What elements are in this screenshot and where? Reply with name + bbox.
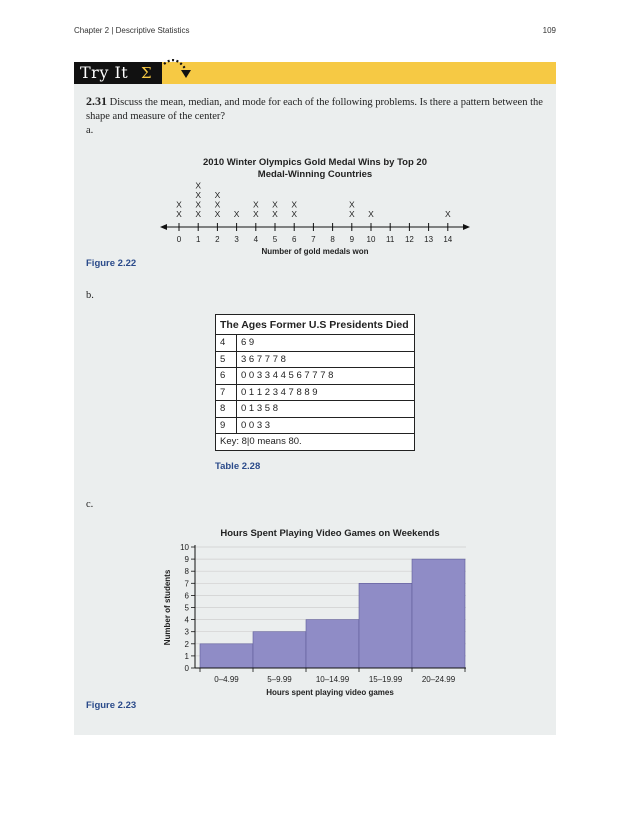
dot-marker: X bbox=[252, 209, 259, 219]
y-tick-label: 3 bbox=[184, 627, 189, 637]
dot-marker: X bbox=[195, 199, 202, 210]
dot-plot-title bbox=[185, 157, 445, 181]
dot-marker: X bbox=[348, 209, 355, 219]
dot-marker: X bbox=[291, 209, 298, 219]
part-c-label: c. bbox=[86, 499, 94, 510]
x-tick-label: 10–14.99 bbox=[315, 675, 350, 684]
table-row bbox=[216, 351, 415, 368]
tick-label: 11 bbox=[386, 235, 395, 244]
histogram-bar bbox=[359, 583, 412, 668]
tick-label: 13 bbox=[424, 235, 434, 244]
y-tick-label: 8 bbox=[184, 567, 189, 577]
curved-arrow-icon bbox=[160, 56, 194, 84]
histogram bbox=[150, 540, 480, 700]
leaves-cell: 3 6 7 7 7 8 bbox=[237, 351, 415, 368]
table-row bbox=[216, 401, 415, 418]
tick-label: 0 bbox=[176, 235, 182, 244]
tick-label: 12 bbox=[404, 235, 414, 244]
y-tick-label: 0 bbox=[184, 664, 189, 673]
dot-marker: X bbox=[444, 209, 451, 219]
x-tick-label: 15–19.99 bbox=[368, 675, 403, 684]
histogram-bar bbox=[253, 632, 306, 668]
stem-cell: 5 bbox=[216, 351, 237, 368]
histogram-bar bbox=[306, 620, 359, 668]
dot-marker: X bbox=[214, 209, 221, 219]
y-axis-label: Number of students bbox=[163, 569, 172, 646]
tick-label: 10 bbox=[366, 235, 376, 244]
tick-label: 8 bbox=[330, 235, 335, 244]
table-key: Key: 8|0 means 80. bbox=[216, 434, 415, 451]
try-it-label: Try It bbox=[80, 63, 129, 82]
stem-cell: 7 bbox=[216, 384, 237, 401]
y-tick-label: 4 bbox=[184, 615, 189, 625]
y-tick-label: 7 bbox=[184, 579, 189, 589]
x-tick-label: 20–24.99 bbox=[421, 675, 456, 684]
dot-marker: X bbox=[368, 209, 374, 219]
tick-label: 2 bbox=[215, 235, 220, 244]
dot-marker: X bbox=[214, 190, 221, 200]
stem-cell: 9 bbox=[216, 417, 237, 434]
table-row bbox=[216, 368, 415, 385]
table-2-28-caption: Table 2.28 bbox=[215, 461, 261, 472]
stem-cell: 6 bbox=[216, 368, 237, 385]
stem-cell: 4 bbox=[216, 335, 237, 352]
histogram-bar bbox=[200, 644, 253, 668]
dot-marker: X bbox=[272, 209, 278, 219]
dot-marker: X bbox=[195, 180, 202, 191]
figure-2-22-caption: Figure 2.22 bbox=[86, 258, 137, 269]
tick-label: 9 bbox=[349, 235, 355, 244]
dot-marker: X bbox=[272, 199, 278, 210]
tick-label: 3 bbox=[234, 235, 239, 244]
x-tick-label: 5–9.99 bbox=[267, 675, 292, 684]
part-b-label: b. bbox=[86, 290, 94, 301]
tick-label: 7 bbox=[311, 235, 316, 244]
histogram-bar bbox=[412, 559, 465, 668]
tick-label: 1 bbox=[195, 235, 201, 244]
sigma-icon: Σ bbox=[141, 64, 152, 82]
table-row bbox=[216, 335, 415, 352]
dot-marker: X bbox=[214, 199, 221, 210]
tick-label: 6 bbox=[291, 235, 297, 244]
dot-marker: X bbox=[233, 209, 240, 219]
stem-leaf-table bbox=[215, 314, 415, 451]
leaves-cell: 0 0 3 3 4 4 5 6 7 7 7 8 bbox=[237, 368, 415, 385]
table-row bbox=[216, 384, 415, 401]
tick-label: 4 bbox=[253, 235, 259, 244]
dot-marker: X bbox=[252, 199, 259, 210]
dot-plot bbox=[150, 180, 480, 258]
problem-number: 2.31 bbox=[86, 94, 107, 108]
leaves-cell: 6 9 bbox=[237, 335, 415, 352]
axis-arrow-right bbox=[463, 224, 470, 230]
y-tick-label: 10 bbox=[180, 543, 189, 552]
leaves-cell: 0 1 1 2 3 4 7 8 8 9 bbox=[237, 384, 415, 401]
y-tick-label: 2 bbox=[184, 639, 189, 649]
dot-marker: X bbox=[176, 209, 182, 219]
stem-cell: 8 bbox=[216, 401, 237, 418]
dot-marker: X bbox=[348, 199, 355, 210]
dot-plot-title-line1: 2010 Winter Olympics Gold Medal Wins by Top 20 bbox=[202, 157, 427, 168]
x-tick-label: 0–4.99 bbox=[214, 675, 239, 684]
part-a-label: a. bbox=[86, 125, 94, 136]
dot-marker: X bbox=[291, 199, 298, 210]
axis-arrow-left bbox=[160, 224, 167, 230]
page-number: 109 bbox=[542, 26, 556, 35]
dot-marker: X bbox=[195, 209, 202, 219]
dot-plot-title-line2: Medal-Winning Countries bbox=[257, 169, 373, 180]
y-tick-label: 5 bbox=[184, 603, 189, 613]
dot-marker: X bbox=[195, 190, 202, 200]
tick-label: 14 bbox=[443, 235, 453, 244]
figure-2-23-caption: Figure 2.23 bbox=[86, 700, 137, 711]
histogram-title: Hours Spent Playing Video Games on Weekends bbox=[220, 528, 440, 539]
y-tick-label: 1 bbox=[184, 651, 189, 661]
table-title: The Ages Former U.S Presidents Died bbox=[216, 315, 415, 335]
x-axis-label: Number of gold medals won bbox=[261, 247, 369, 256]
dot-marker: X bbox=[176, 199, 182, 210]
y-tick-label: 6 bbox=[184, 591, 189, 601]
tick-label: 5 bbox=[272, 235, 278, 244]
table-row bbox=[216, 417, 415, 434]
problem-text: Discuss the mean, median, and mode for each of the following problems. Is there a pattern between the shape and measure of the center? bbox=[86, 97, 543, 122]
chapter-header: Chapter 2 | Descriptive Statistics bbox=[74, 26, 190, 35]
leaves-cell: 0 0 3 3 bbox=[237, 417, 415, 434]
x-axis-label: Hours spent playing video games bbox=[266, 688, 394, 697]
problem-statement bbox=[86, 94, 548, 124]
y-tick-label: 9 bbox=[184, 555, 189, 565]
leaves-cell: 0 1 3 5 8 bbox=[237, 401, 415, 418]
